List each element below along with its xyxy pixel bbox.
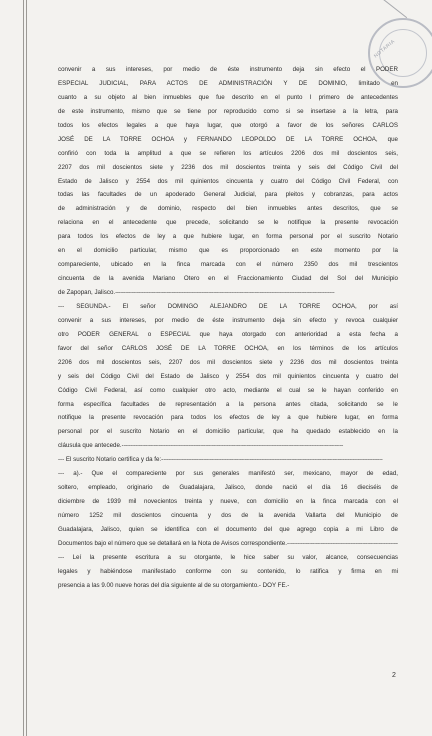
document-line: todas las facultades de un apoderado General Judicial, para pleitos y cobranzas, para actos bbox=[58, 191, 398, 199]
document-line: Código Civil Federal, así como cualquier otro acto, mediante el cual se le hayan conferido en bbox=[58, 386, 398, 394]
document-line: forma específica facultades de representación a la persona antes citada, solicitando se le bbox=[58, 400, 398, 408]
document-line: Guadalajara, Jalisco, quien se identifica con el documento del que agrego copia a mi Libro de bbox=[58, 525, 398, 533]
document-line: --- Leí la presente escritura a su otorgante, le hice saber su valor, alcance, consecuencias bbox=[58, 553, 398, 561]
document-line: todos los efectos legales a que haya lugar, que otorgó a favor de los señores CARLOS bbox=[58, 121, 398, 129]
page-number: 2 bbox=[392, 672, 396, 679]
document-line: notifique la presente revocación para todos los efectos de ley a que hubiere lugar, en forma bbox=[58, 414, 398, 422]
document-line: convenir a sus intereses, por medio de éste instrumento deja sin efecto y revoca cualquier bbox=[58, 316, 398, 324]
document-line: convenir a sus intereses, por medio de éste instrumento deja sin efecto el PODER bbox=[58, 66, 398, 73]
document-line: JOSÉ DE LA TORRE OCHOA y FERNANDO LEOPOLDO DE LA TORRE OCHOA, que bbox=[58, 135, 398, 143]
document-line: personal por el suscrito Notario en el domicilio particular, que ha quedado establecido en la bbox=[58, 428, 398, 436]
document-line: --- a).- Que el compareciente por sus generales manifestó ser, mexicano, mayor de edad, bbox=[58, 470, 398, 478]
document-line: de este instrumento, mismo que se tiene por reproducido como si se insertase a la letra, para bbox=[58, 107, 398, 115]
document-line: 2206 dos mil doscientos seis, 2207 dos mil doscientos siete y 2236 dos mil doscientos treinta bbox=[58, 358, 398, 366]
document-line: diciembre de 1939 mil novecientos treinta y nueve, con domicilio en la finca marcada con el bbox=[58, 498, 398, 506]
document-line: --- El suscrito Notario certifica y da fe:- ----- bbox=[58, 453, 398, 467]
document-line: de Zapopan, Jalisco. ----- bbox=[58, 286, 398, 300]
document-line: para todos los efectos de ley a que hubiere lugar, en forma personal por el suscrito Notario bbox=[58, 233, 398, 241]
document-line: favor del señor CARLOS JOSÉ DE LA TORRE OCHOA, en los términos de los artículos bbox=[58, 344, 398, 352]
document-line: en el domicilio particular, mismo que es proporcionado en este momento por la bbox=[58, 247, 398, 255]
pen-mark bbox=[383, 0, 407, 18]
document-body bbox=[58, 63, 398, 593]
document-line: Documentos bajo el número que se detallará en la Nota de Avisos correspondiente.- ----- bbox=[58, 537, 398, 551]
document-line: otro PODER GENERAL o ESPECIAL que haya otorgado con anterioridad a esta fecha a bbox=[58, 330, 398, 338]
document-line: y seis del Código Civil del Estado de Jalisco y 2554 dos mil quinientos cincuenta y cuatro del bbox=[58, 372, 398, 380]
document-line: relaciona en el antecedente que precede, solicitando se le notifique la presente revocación bbox=[58, 219, 398, 227]
document-line: confirió con toda la amplitud a que se refieren los artículos 2206 dos mil doscientos seis, bbox=[58, 149, 398, 157]
document-line: --- SEGUNDA.- El señor DOMINGO ALEJANDRO DE LA TORRE OCHOA, por así bbox=[58, 302, 398, 310]
document-line: ESPECIAL JUDICIAL, PARA ACTOS DE ADMINISTRACIÓN Y DE DOMINIO, limitado en bbox=[58, 79, 398, 87]
seal-text: NOTARIA bbox=[373, 38, 397, 60]
document-line: Estado de Jalisco y 2554 dos mil quinientos cincuenta y cuatro del Código Civil Federal, con bbox=[58, 177, 398, 185]
document-line: cláusula que antecede.- ----- bbox=[58, 439, 398, 453]
document-line: de administración y de dominio, respecto del bien inmuebles antes descritos, que se bbox=[58, 205, 398, 213]
margin-line bbox=[23, 0, 24, 736]
document-line: cuanto a su objeto al bien inmuebles que fue descrito en el punto I primero de antecedentes bbox=[58, 93, 398, 101]
document-line: cincuenta de la avenida Mariano Otero en el Fraccionamiento Ciudad del Sol del Municipio bbox=[58, 275, 398, 283]
document-line: compareciente, ubicado en la finca marcada con el número 2350 dos mil trescientos bbox=[58, 261, 398, 269]
document-line: legales y habiéndose manifestado conforme con su contenido, lo ratifica y firma en mi bbox=[58, 567, 398, 575]
margin-line bbox=[26, 0, 27, 736]
document-line: número 1252 mil doscientos cincuenta y dos de la avenida Vallarta del Municipio de bbox=[58, 512, 398, 519]
document-line: soltero, empleado, originario de Guadalajara, Jalisco, donde nació el día 16 dieciséis de bbox=[58, 484, 398, 492]
document-line: presencia a las 9.00 nueve horas del día siguiente al de su otorgamiento.- DOY FE.- bbox=[58, 581, 290, 589]
document-line: 2207 dos mil doscientos siete y 2236 dos mil doscientos treinta y seis del Código Civil del bbox=[58, 163, 398, 171]
